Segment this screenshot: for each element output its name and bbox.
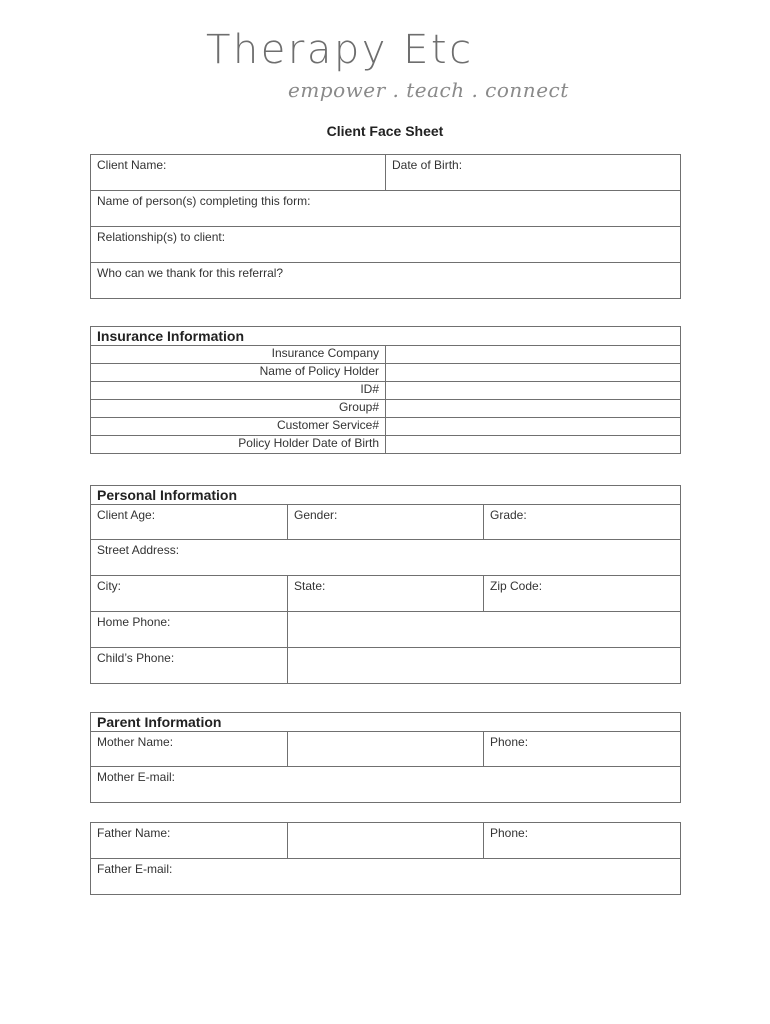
referral-field[interactable]: Who can we thank for this referral?: [91, 263, 681, 299]
father-name-input[interactable]: [288, 823, 484, 859]
client-table: [90, 154, 681, 299]
insurance-id-input[interactable]: [386, 382, 681, 400]
home-phone-label: Home Phone:: [91, 612, 288, 648]
mother-name-label: Mother Name:: [91, 732, 288, 767]
client-name-field[interactable]: Client Name:: [91, 155, 386, 191]
page-title: Client Face Sheet: [326, 123, 444, 139]
zip-code-field[interactable]: Zip Code:: [484, 576, 681, 612]
mother-phone-field[interactable]: Phone:: [484, 732, 681, 767]
client-age-field[interactable]: Client Age:: [91, 505, 288, 540]
grade-field[interactable]: Grade:: [484, 505, 681, 540]
policy-holder-name-input[interactable]: [386, 364, 681, 382]
customer-service-label: Customer Service#: [91, 418, 386, 436]
parent-heading: Parent Information: [91, 713, 681, 732]
logo: [206, 26, 569, 102]
personal-table: [90, 485, 681, 684]
street-address-field[interactable]: Street Address:: [91, 540, 681, 576]
mother-email-field[interactable]: Mother E-mail:: [91, 767, 681, 803]
insurance-table: [90, 326, 681, 454]
date-of-birth-field[interactable]: Date of Birth:: [386, 155, 681, 191]
completing-person-field[interactable]: Name of person(s) completing this form:: [91, 191, 681, 227]
personal-heading: Personal Information: [91, 486, 681, 505]
father-table: [90, 822, 681, 895]
home-phone-input[interactable]: [288, 612, 681, 648]
childs-phone-label: Child’s Phone:: [91, 648, 288, 684]
relationship-field[interactable]: Relationship(s) to client:: [91, 227, 681, 263]
group-number-label: Group#: [91, 400, 386, 418]
customer-service-input[interactable]: [386, 418, 681, 436]
city-field[interactable]: City:: [91, 576, 288, 612]
gender-field[interactable]: Gender:: [288, 505, 484, 540]
insurance-id-label: ID#: [91, 382, 386, 400]
logo-tagline: empower . teach . connect: [288, 78, 569, 102]
insurance-company-label: Insurance Company: [91, 346, 386, 364]
policy-holder-name-label: Name of Policy Holder: [91, 364, 386, 382]
logo-name: Therapy Etc: [206, 27, 474, 73]
policy-holder-dob-input[interactable]: [386, 436, 681, 454]
father-email-field[interactable]: Father E-mail:: [91, 859, 681, 895]
insurance-company-input[interactable]: [386, 346, 681, 364]
insurance-heading: Insurance Information: [91, 327, 681, 346]
father-phone-field[interactable]: Phone:: [484, 823, 681, 859]
parent-table: [90, 712, 681, 803]
policy-holder-dob-label: Policy Holder Date of Birth: [91, 436, 386, 454]
mother-name-input[interactable]: [288, 732, 484, 767]
childs-phone-input[interactable]: [288, 648, 681, 684]
group-number-input[interactable]: [386, 400, 681, 418]
father-name-label: Father Name:: [91, 823, 288, 859]
state-field[interactable]: State:: [288, 576, 484, 612]
